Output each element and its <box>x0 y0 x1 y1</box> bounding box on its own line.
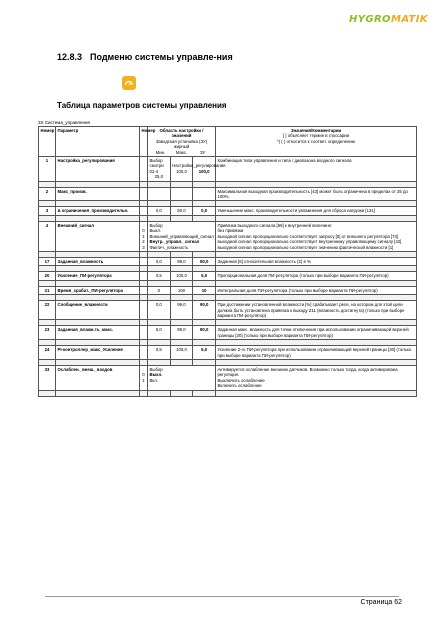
row-note: Заданная макс. влажность для точки отключения при использовании ограничивающей верхней границы [30] (только при выборе варианта ПИ-регулятор) <box>216 326 417 340</box>
note-line: Включить ослабление <box>217 383 262 389</box>
row-note: Заданная [6] относительная влажность (2) в % <box>216 257 417 265</box>
row-note: При достижении установленной влажности [%] срабатывает реле, на котором для этой цели должна быть установлена привязка к выходу Z11 (влажность достигнута) (только при выборе варианта ПИ-регулятор) <box>216 301 417 320</box>
option-number: 1 <box>142 233 145 239</box>
row-options <box>148 221 216 251</box>
option-number: 1 <box>142 377 145 383</box>
note-line: Выключить ослабление <box>217 377 265 383</box>
row-default: 5,0 <box>193 346 216 360</box>
table-row <box>39 257 417 265</box>
row-separator <box>39 390 417 396</box>
row-param: Заданная_влажн.ть_макс. <box>56 326 140 340</box>
option-label: Внутр._управл._сигнал <box>149 239 200 245</box>
row-nom <box>140 257 148 265</box>
header-param: Параметр <box>56 127 140 157</box>
row-default: 90,0 <box>193 301 216 320</box>
table-row <box>39 286 417 294</box>
separator-cell <box>193 390 216 396</box>
option-number: 3 <box>142 244 145 250</box>
row-default: 10 <box>193 286 216 294</box>
header-nom: Номер <box>140 127 148 157</box>
row-note: Комбинация типа управления и типа / диапазона входного сигнала <box>216 157 417 182</box>
row-nom <box>140 326 148 340</box>
table-row <box>39 187 417 201</box>
separator-cell <box>56 390 140 396</box>
options-title: Выбор <box>149 222 163 228</box>
row-note: Интегральная доля ПИ-регулятора (только при выборе варианта ПИ-регулятор) <box>216 286 417 294</box>
row-max <box>170 187 193 201</box>
row-num: 3 <box>39 207 56 215</box>
row-num: 17 <box>39 257 56 265</box>
row-max: Настройка_регулирования 100,0 <box>170 157 193 182</box>
row-note <box>216 365 417 390</box>
footer-divider <box>45 596 399 597</box>
parameter-table <box>38 126 417 397</box>
gauge-icon <box>122 76 136 90</box>
note-line: без привязки <box>217 228 244 234</box>
brand-logo: HYGROMATIK <box>348 14 428 25</box>
note-line: Активируется ослабление внешних датчиков. Возможно только тогда, когда активирована регуляция. <box>217 366 398 378</box>
row-nom <box>140 221 148 251</box>
row-max: 50,0 <box>170 207 193 215</box>
row-min: 0,0 <box>148 301 171 320</box>
row-nom <box>140 301 148 320</box>
table-title: Таблица параметров системы управления <box>57 101 227 110</box>
table-row <box>39 326 417 340</box>
table-row <box>39 207 417 215</box>
row-param: Настройка_регулирования <box>56 157 140 182</box>
row-param: Макс_произв. <box>56 187 140 201</box>
table-row <box>39 301 417 320</box>
row-default: 5,0 <box>193 272 216 280</box>
option-number: 0 <box>142 228 145 234</box>
row-param: Заданная_влажность <box>56 257 140 265</box>
row-param: Время_срабат._ПИ-регулятора <box>56 286 140 294</box>
note-line: выходной сигнал пропорционально соответствует внутреннему управляющему сигналу [42] <box>217 239 402 245</box>
row-note: Максимальная выходная производительность [43] может быть ограничена в пределах от 25 до 100%. <box>216 187 417 201</box>
row-num: 23 <box>39 326 56 340</box>
note-line: выходной сигнал пропорционально соответствует запросу [5] от внешнего регулятора [73] <box>217 233 399 239</box>
row-param: Внешний_сигнал <box>56 221 140 251</box>
option-label: Вкл. <box>149 377 158 383</box>
row-default: 50,0 <box>193 257 216 265</box>
option-label: Внешний_управляющий_сигнал <box>149 233 214 239</box>
row-param: Усиление_ПИ-регулятора <box>56 272 140 280</box>
row-note: Усиление 2-го ПИ-регулятора при использовании ограничивающей верхней границы [30] (только при выборе варианта ПИ-регулятор) <box>216 346 417 360</box>
separator-cell <box>140 390 148 396</box>
row-nom <box>140 365 148 390</box>
row-num: 24 <box>39 346 56 360</box>
separator-cell <box>39 390 56 396</box>
row-param: Сообщение_влажности <box>56 301 140 320</box>
row-default <box>193 187 216 201</box>
row-default: 80,0 <box>193 326 216 340</box>
row-min: 0,0 <box>148 207 171 215</box>
separator-cell <box>216 390 417 396</box>
section-number: 12.8.3 <box>57 52 83 62</box>
row-min: 0,5 <box>148 272 171 280</box>
table-row <box>39 272 417 280</box>
row-min: 0 <box>148 286 171 294</box>
row-num: 21 <box>39 286 56 294</box>
row-min: 5,0 <box>148 326 171 340</box>
row-param: Δ ограничения_производительн. <box>56 207 140 215</box>
table-row <box>39 346 417 360</box>
row-max: 99,0 <box>170 257 193 265</box>
row-nom <box>140 286 148 294</box>
option-label: Фактич._влажность <box>149 244 189 250</box>
row-num: 20 <box>39 272 56 280</box>
table-row <box>39 157 417 182</box>
row-max: 99,0 <box>170 326 193 340</box>
row-min: 0,5 <box>148 346 171 360</box>
row-note: Уменьшение макс. производительности увлажнения для сброса нагрузки [131] <box>216 207 417 215</box>
row-max: 100,0 <box>170 346 193 360</box>
row-nom <box>140 272 148 280</box>
row-num: 33 <box>39 365 56 390</box>
options-title: Выбор <box>149 366 163 372</box>
option-label: Выкл. <box>149 228 162 234</box>
row-num: 1 <box>39 157 56 182</box>
table-row <box>39 365 417 390</box>
row-note <box>216 221 417 251</box>
note-line: Привязка выходного сигнала [69] к внутренней величине: <box>217 222 333 228</box>
row-max: 100 <box>170 286 193 294</box>
row-nom <box>140 207 148 215</box>
row-num: 2 <box>39 187 56 201</box>
table-row <box>39 221 417 251</box>
row-default: 0,0 <box>193 207 216 215</box>
row-num: 22 <box>39 301 56 320</box>
note-line: выходной сигнал пропорционально соответствует значению фактической влажности [1] <box>217 244 394 250</box>
separator-cell <box>148 390 171 396</box>
row-num: 4 <box>39 221 56 251</box>
separator-cell <box>170 390 193 396</box>
row-options <box>148 365 216 390</box>
row-nom <box>140 346 148 360</box>
row-default: 100,0 <box>193 157 216 182</box>
row-max: 99,0 <box>170 301 193 320</box>
row-min: Выбор смотри 01-4 25,0 <box>148 157 171 182</box>
page-number: Страница 62 <box>360 599 402 606</box>
option-label: Выкл. <box>149 372 163 378</box>
row-nom <box>140 187 148 201</box>
option-number: 2 <box>142 239 145 245</box>
row-nom <box>140 157 148 182</box>
row-param: PI-контроллер_макс_Усиление <box>56 346 140 360</box>
header-range: Область настройки / значений Заводская установка (ЗУ) жирный Мин. Макс. ЗУ <box>148 127 216 157</box>
row-param: Ослаблен._внеш._входов <box>56 365 140 390</box>
section-title: Подменю системы управле-ния <box>90 52 233 62</box>
table-caption: 3S Система_управления <box>38 120 90 125</box>
header-notes: Значения/Комментарии [ ] объясняет термин в глоссарии *) ( ) относится к соответ. определению <box>216 127 417 157</box>
row-max: 100,0 <box>170 272 193 280</box>
option-number: 0 <box>142 372 145 378</box>
row-min <box>148 187 171 201</box>
row-note: Пропорциональная доля ПИ-регулятора (только при выборе варианта ПИ-регулятор) <box>216 272 417 280</box>
header-num: Номер <box>39 127 56 157</box>
row-min: 0,0 <box>148 257 171 265</box>
